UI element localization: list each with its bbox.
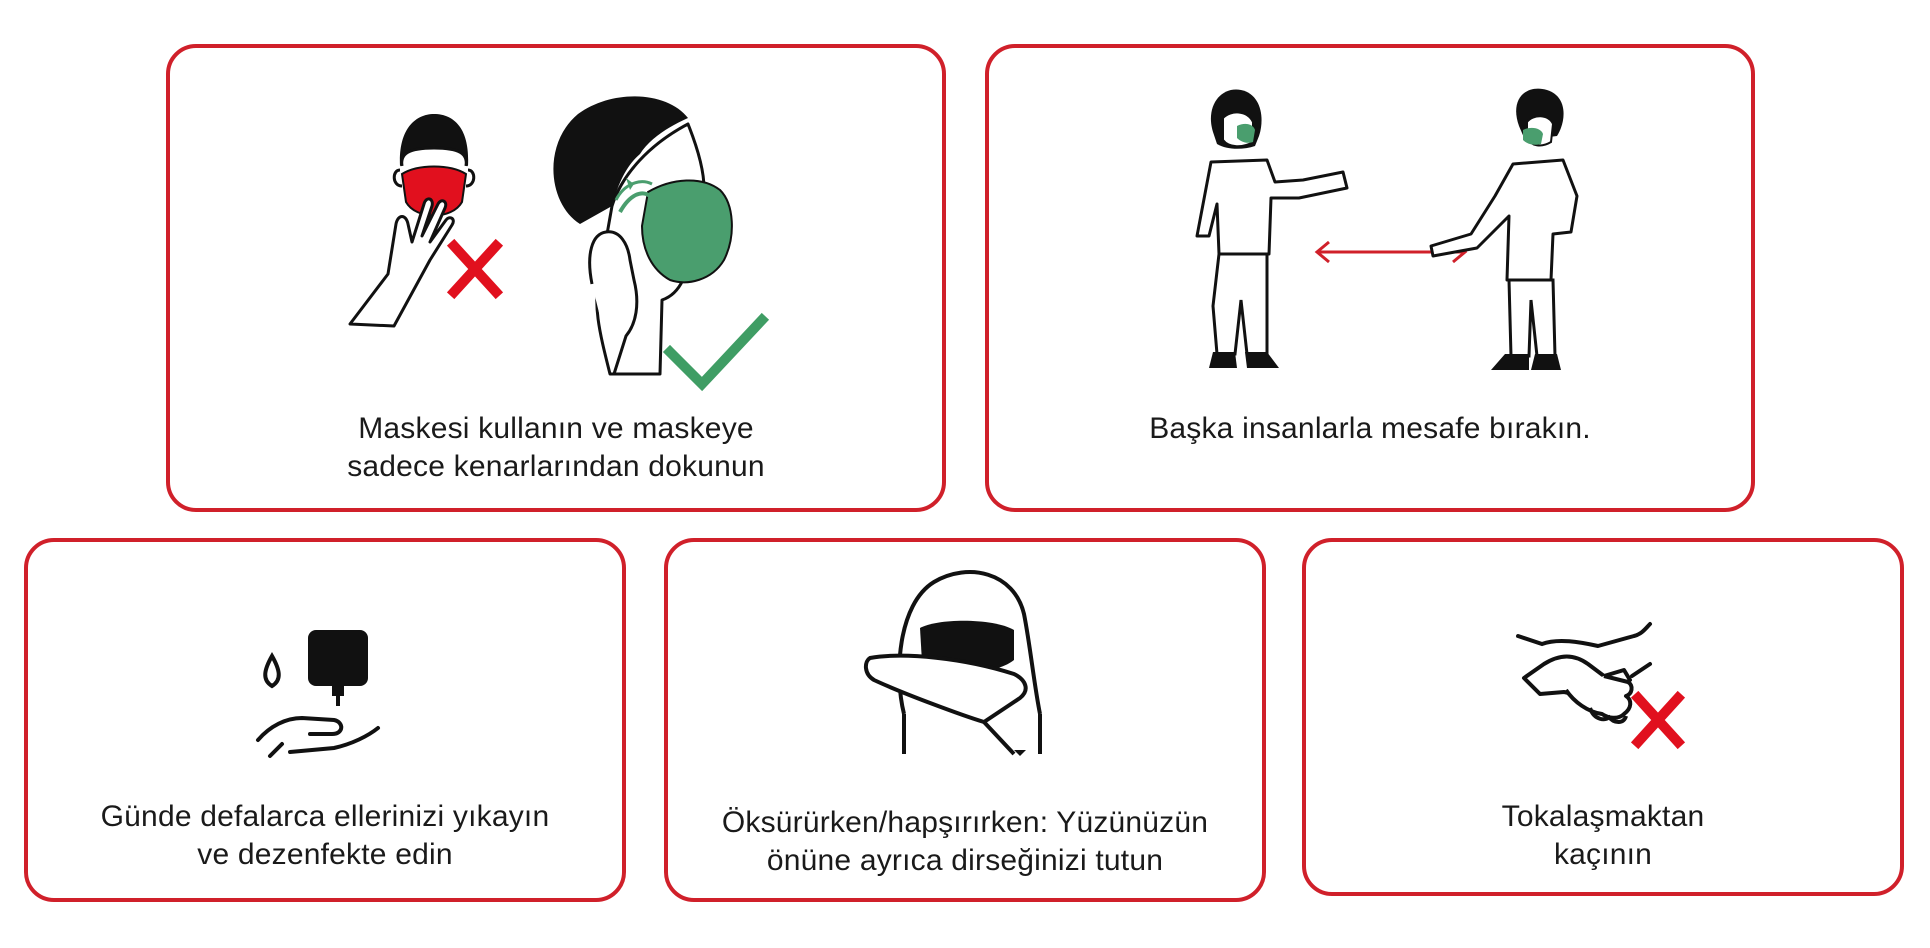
social-distance-icon <box>1143 86 1603 376</box>
caption-line: Maskesi kullanın ve maskeye <box>358 412 754 445</box>
cough-into-elbow-icon <box>864 564 1074 764</box>
no-handshake-icon <box>1514 624 1704 764</box>
caption-line: sadece kenarlarından dokunun <box>347 450 765 483</box>
caption-cough-elbow <box>668 804 1262 880</box>
caption-social-distance <box>989 410 1751 448</box>
card-mask-usage <box>166 44 946 512</box>
card-hand-sanitizer <box>24 538 626 902</box>
caption-no-handshake <box>1306 798 1900 874</box>
caption-line: önüne ayrıca dirseğinizi tutun <box>766 844 1164 877</box>
caption-line: Günde defalarca ellerinizi yıkayın <box>100 800 550 833</box>
cross-icon <box>1638 698 1678 742</box>
caption-hand-sanitizer <box>28 798 622 874</box>
wrong-mask-touch-icon <box>350 114 496 326</box>
caption-line: ve dezenfekte edin <box>197 838 453 871</box>
correct-mask-touch-icon <box>553 96 762 384</box>
caption-line: Tokalaşmaktan <box>1501 800 1705 833</box>
card-cough-elbow <box>664 538 1266 902</box>
person-left-icon <box>1197 89 1347 368</box>
card-no-handshake <box>1302 538 1904 896</box>
handshake-icon <box>1518 624 1650 722</box>
caption-mask-usage <box>170 410 942 486</box>
card-social-distance <box>985 44 1755 512</box>
hand-sanitizer-icon <box>256 624 396 774</box>
person-right-icon <box>1431 89 1577 370</box>
caption-line: Başka insanlarla mesafe bırakın. <box>1149 412 1591 445</box>
mask-usage-icon <box>330 74 790 394</box>
caption-line: Öksürürken/hapşırırken: Yüzünüzün <box>721 806 1209 839</box>
caption-line: kaçının <box>1553 838 1653 871</box>
